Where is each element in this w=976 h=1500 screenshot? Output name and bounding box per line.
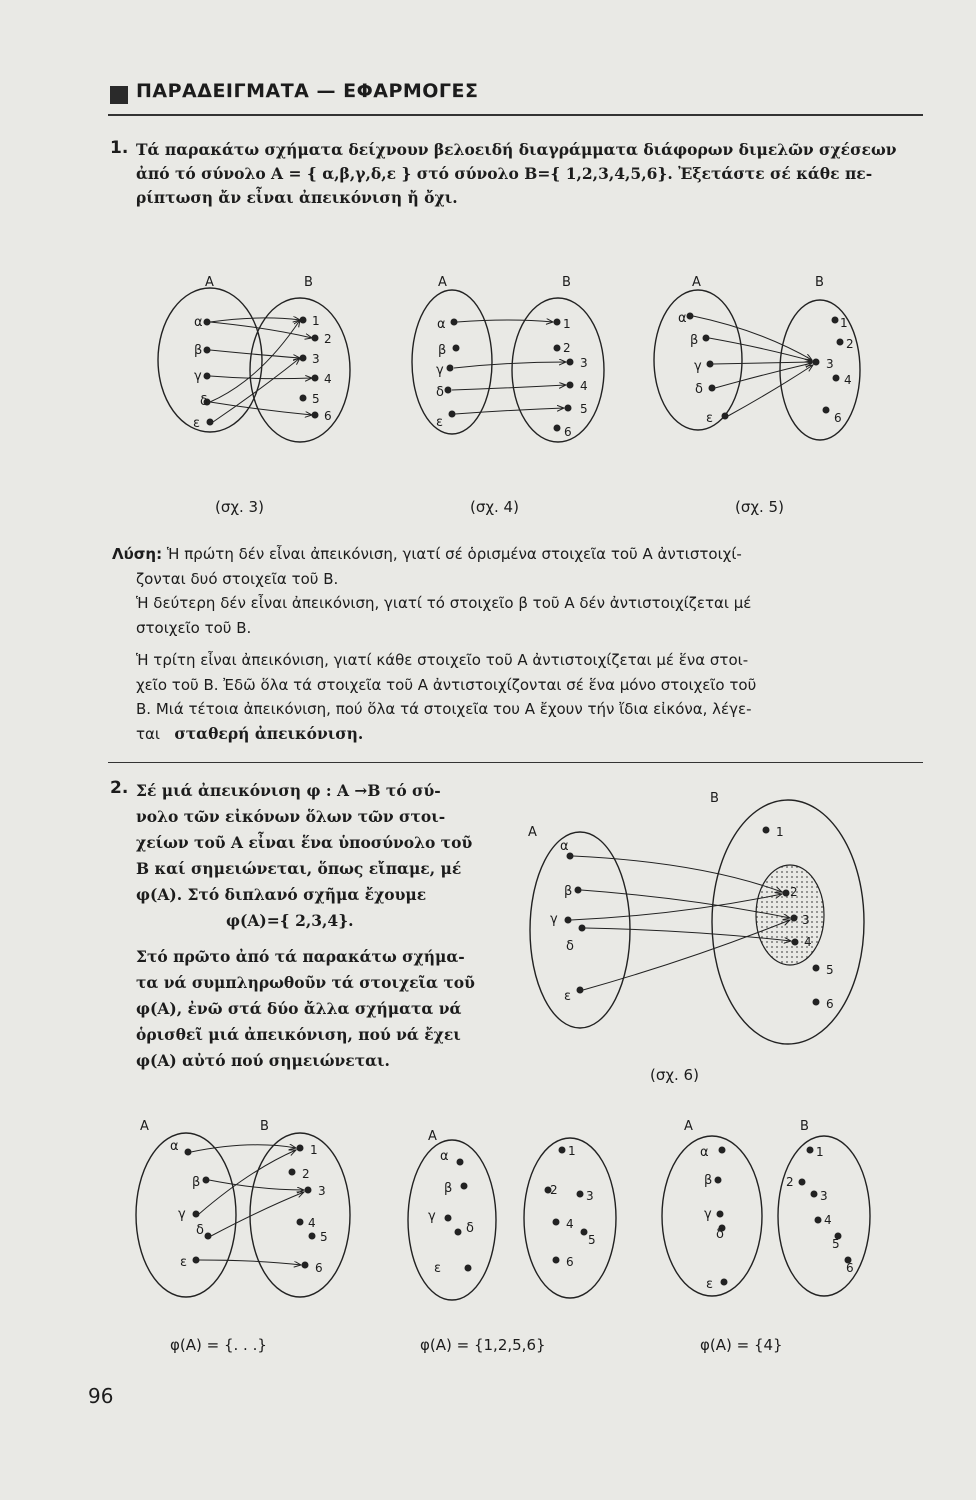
svg-text:β: β [704,1173,713,1188]
svg-text:1: 1 [312,314,320,328]
svg-text:ε: ε [564,989,572,1004]
solution-label: Λύση: [112,545,163,563]
caption-fig-4: (σχ. 4) [470,498,519,516]
svg-text:3: 3 [580,356,588,370]
svg-text:Β: Β [815,275,824,290]
exercise-2-number: 2. [110,778,129,798]
set-b-ellipse [780,300,860,440]
svg-text:ε: ε [706,411,714,426]
svg-text:Β: Β [710,791,719,806]
svg-text:γ: γ [428,1209,436,1224]
phi-a-formula: φ(Α)={ 2,3,4}. [226,911,354,930]
figure-4-arrow-diagram [412,275,604,442]
section-title: ΠΑΡΑΔΕΙΓΜΑΤΑ — ΕΦΑΡΜΟΓΕΣ [136,80,479,102]
svg-text:γ: γ [178,1207,186,1222]
svg-text:5: 5 [320,1230,328,1244]
header-rule [108,114,923,116]
exercise-1-number: 1. [110,138,129,158]
svg-text:2: 2 [324,332,332,346]
svg-text:4: 4 [324,372,332,386]
exercise-2-diagram-3 [662,1119,870,1296]
svg-text:δ: δ [466,1221,474,1236]
image-subset-region [756,865,824,965]
svg-text:α: α [560,839,569,854]
svg-text:3: 3 [802,913,810,927]
svg-text:γ: γ [550,912,558,927]
header-marker-square [110,86,128,104]
svg-text:6: 6 [826,997,834,1011]
svg-text:5: 5 [826,963,834,977]
element-dot [204,319,211,326]
svg-text:β: β [690,333,699,348]
element-label: γ [194,369,202,384]
svg-text:6: 6 [566,1255,574,1269]
svg-text:ε: ε [434,1261,442,1276]
svg-text:5: 5 [312,392,320,406]
svg-text:α: α [700,1145,709,1160]
svg-text:β: β [564,884,573,899]
exercise-1-line: ρίπτωση ἄν εἶναι ἀπεικόνιση ἤ ὄχι. [136,188,458,207]
svg-text:δ: δ [436,385,444,400]
svg-text:3: 3 [586,1189,594,1203]
element-label: β [194,343,203,358]
svg-text:6: 6 [315,1261,323,1275]
svg-text:ε: ε [180,1255,188,1270]
svg-text:6: 6 [564,425,572,439]
caption-fig-5: (σχ. 5) [735,498,784,516]
svg-text:Α: Α [140,1119,149,1134]
svg-text:γ: γ [436,363,444,378]
element-dot [204,373,211,380]
element-label: ε [193,416,201,431]
exercise-1-line: Τά παρακάτω σχήματα δείχνουν βελοειδή διαγράμματα διάφορων διμελῶν σχέσεων [136,140,897,159]
svg-text:β: β [444,1181,453,1196]
diagrams-row-2 [130,1110,890,1310]
set-a-ellipse [158,288,262,432]
svg-text:3: 3 [318,1184,326,1198]
result-diagram-2: φ(Α) = {1,2,5,6} [420,1336,546,1354]
svg-text:ε: ε [436,415,444,430]
svg-text:1: 1 [310,1143,318,1157]
svg-text:2: 2 [846,337,854,351]
svg-text:γ: γ [704,1207,712,1222]
svg-text:4: 4 [804,935,812,949]
svg-text:3: 3 [820,1189,828,1203]
element-dot [207,419,214,426]
set-b-label: Β [304,275,313,290]
element-label: δ [200,394,208,409]
svg-text:α: α [437,317,446,332]
svg-text:β: β [438,343,447,358]
exercise-1-line: ἀπό τό σύνολο Α = { α,β,γ,δ,ε } στό σύνολο Β={ 1,2,3,4,5,6}. Ἐξετάστε σέ κάθε πε- [136,164,873,183]
svg-text:2: 2 [786,1175,794,1189]
svg-text:Α: Α [692,275,701,290]
svg-text:Β: Β [800,1119,809,1134]
svg-text:1: 1 [840,316,848,330]
svg-text:4: 4 [824,1213,832,1227]
result-diagram-3: φ(Α) = {4} [700,1336,783,1354]
svg-text:Α: Α [528,825,537,840]
figure-3-arrow-diagram [158,275,350,442]
svg-text:5: 5 [580,402,588,416]
svg-text:5: 5 [588,1233,596,1247]
exercise-1-text [136,138,926,210]
svg-text:4: 4 [566,1217,574,1231]
svg-text:Α: Α [438,275,447,290]
diagrams-row-1 [150,270,870,470]
svg-text:1: 1 [816,1145,824,1159]
svg-text:δ: δ [196,1223,204,1238]
svg-text:α: α [170,1139,179,1154]
exercise-2-diagram-2 [408,1129,616,1300]
svg-text:6: 6 [834,411,842,425]
set-a-label: Α [205,275,214,290]
svg-text:Α: Α [428,1129,437,1144]
constant-mapping-term: σταθερή ἀπεικόνιση. [174,723,364,743]
svg-text:3: 3 [826,357,834,371]
page-number: 96 [88,1384,114,1408]
svg-text:1: 1 [568,1144,576,1158]
svg-text:3: 3 [312,352,320,366]
svg-text:4: 4 [308,1216,316,1230]
svg-text:ε: ε [706,1277,714,1292]
svg-text:γ: γ [694,359,702,374]
exercise-2-diagram-1 [136,1119,350,1297]
svg-text:6: 6 [324,409,332,423]
svg-text:Α: Α [684,1119,693,1134]
svg-text:Β: Β [562,275,571,290]
svg-text:2: 2 [550,1183,558,1197]
svg-text:α: α [440,1149,449,1164]
svg-text:Β: Β [260,1119,269,1134]
svg-text:5: 5 [832,1237,840,1251]
svg-text:β: β [192,1175,201,1190]
svg-text:2: 2 [790,885,798,899]
figure-5-arrow-diagram [654,275,860,440]
svg-text:1: 1 [563,317,571,331]
element-label: α [194,315,203,330]
svg-text:δ: δ [695,382,703,397]
solution-block: Λύση: Ἡ πρώτη δέν εἶναι ἀπεικόνιση, γιατί σέ ὁρισμένα στοιχεῖα τοῦ Α ἀντιστοιχί- ζονται δυό στοιχεῖα τοῦ Β. Ἡ δεύτερη δέν εἶναι ἀπεικόνιση, γιατί τό στοιχεῖο β τοῦ Α δέν ἀντιστοιχίζεται μέ στοιχεῖο τοῦ Β. Ἡ τρίτη εἶναι ἀπεικόνιση, γιατί κάθε στοιχεῖο τοῦ Α ἀντιστοιχίζεται μέ ἕνα στοι- χεῖο τοῦ Β. Ἐδῶ ὅλα τά στοιχεῖα τοῦ Α ἀντιστοιχίζονται σέ ἕνα μόνο στοιχεῖο τοῦ Β. Μιά τέτοια ἀπεικόνιση, πού ὅλα τά στοιχεῖα του Α ἔχουν τήν ἴδια εἰκόνα, λέγε- ται σταθερή ἀπεικόνιση. [112,545,757,743]
svg-text:6: 6 [846,1261,854,1275]
section-rule [108,762,923,763]
caption-fig-3: (σχ. 3) [215,498,264,516]
svg-text:δ: δ [716,1227,724,1242]
figure-6-arrow-diagram [520,780,920,1050]
svg-text:1: 1 [776,825,784,839]
exercise-2-text: Σέ μιά ἀπεικόνιση φ : Α →Β τό σύ- νολο τῶν εἰκόνων ὅλων τῶν στοι- χείων τοῦ Α εἶναι ἕνα ὑποσύνολο τοῦ Β καί σημειώνεται, ὅπως εἴπαμε, μέ φ(Α). Στό διπλανό σχῆμα ἔχουμε φ(Α)={ 2,3,4}. Στό πρῶτο ἀπό τά παρακάτω σχήμα- τα νά συμπληρωθοῦν τά στοιχεῖα τοῦ φ(Α), ἐνῶ στά δύο ἄλλα σχήματα νά ὁρισθεῖ μιά ἀπεικόνιση, πού νά ἔχει φ(Α) αὐτό πού σημειώνεται. [136,778,506,1074]
svg-text:α: α [678,311,687,326]
svg-text:4: 4 [580,379,588,393]
svg-text:δ: δ [566,939,574,954]
element-dot [204,347,211,354]
caption-fig-6: (σχ. 6) [650,1066,699,1084]
svg-text:2: 2 [563,341,571,355]
svg-text:4: 4 [844,373,852,387]
svg-text:2: 2 [302,1167,310,1181]
result-diagram-1: φ(Α) = {. . .} [170,1336,267,1354]
